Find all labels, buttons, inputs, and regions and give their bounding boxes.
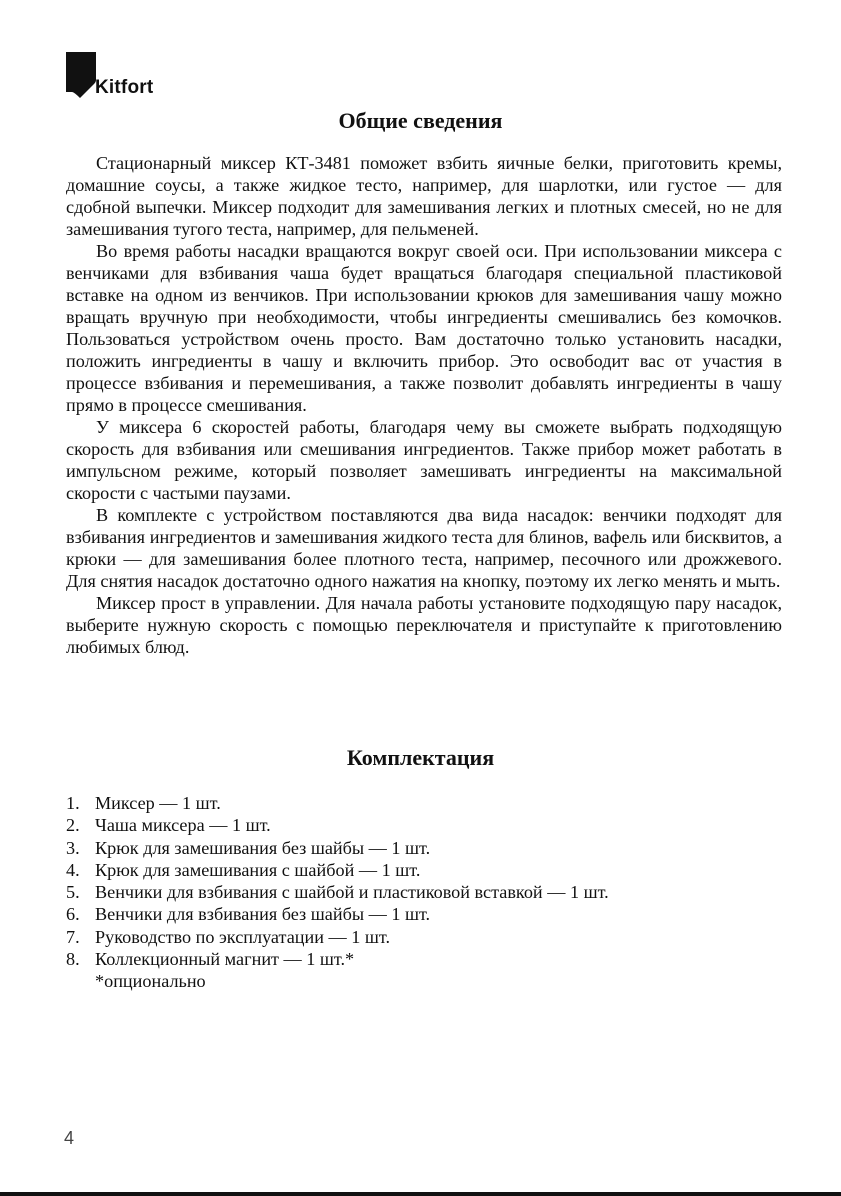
list-item-text: Миксер — 1 шт. xyxy=(95,793,221,813)
list-item-number: 5. xyxy=(66,882,80,903)
list-item-text: Крюк для замешивания без шайбы — 1 шт. xyxy=(95,837,431,858)
list-item-number: 2. xyxy=(66,815,80,836)
kitfort-logo-mark-icon xyxy=(66,52,96,98)
list-item-text: Венчики для взбивания без шайбы — 1 шт. xyxy=(95,904,431,925)
list-item-text: Коллекционный магнит — 1 шт.* xyxy=(95,949,355,970)
list-item-number: 1. xyxy=(66,793,80,813)
paragraph-2: Во время работы насадки вращаются вокруг своей оси. При использовании миксера с венчиками для взбивания чаша будет вращаться благодаря специальной пластиковой вставке на одном из венчиков. При использовании крюков для замешивания чашу можно вращать вручную при необходимости, чтобы ингредиенты смешивались без комочков. Пользоваться устройством очень просто. Вам достаточно только установить насадки, положить ингредиенты в чашу и включить прибор. Это освободит вас от участия в процессе взбивания и перемешивания, а также позволит добавлять ингредиенты в чашу прямо в процессе смешивания. xyxy=(66,241,782,415)
brand-name: Kitfort xyxy=(95,77,154,98)
page-number: 4 xyxy=(64,1128,75,1148)
list-item-number: 7. xyxy=(66,926,80,947)
list-item xyxy=(66,881,782,903)
paragraph-4: В комплекте с устройством поставляются два вида насадок: венчики подходят для взбивания ингредиентов и замешивания жидкого теста для блинов, вафель или бисквитов, а крюки — для замешивания более плотного теста, например, песочного или дрожжевого. Для снятия насадок достаточно одного нажатия на кнопку, поэтому их легко менять и мыть. xyxy=(66,505,782,591)
list-item xyxy=(66,859,782,881)
brand-logo xyxy=(66,50,176,100)
list-item-number: 3. xyxy=(66,837,80,858)
paragraph-5: Миксер прост в управлении. Для начала работы установите подходящую пару насадок, выберите нужную скорость с помощью переключателя и приступайте к приготовлению любимых блюд. xyxy=(66,593,782,657)
paragraph-3: У миксера 6 скоростей работы, благодаря чему вы сможете выбрать подходящую скорость для взбивания или смешивания ингредиентов. Также прибор может работать в импульсном режиме, который позволяет замешивать ингредиенты на максимальной скорости с частыми паузами. xyxy=(66,417,782,503)
list-item xyxy=(66,837,782,859)
list-item xyxy=(66,903,782,925)
list-item-number: 8. xyxy=(66,949,80,970)
list-item-text: Чаша миксера — 1 шт. xyxy=(95,815,271,836)
list-item-text: Венчики для взбивания с шайбой и пластиковой вставкой — 1 шт. xyxy=(95,882,609,903)
list-item xyxy=(66,814,782,836)
list-item-number: 6. xyxy=(66,904,80,925)
section-title-kit: Комплектация xyxy=(346,745,495,770)
list-item-text: Руководство по эксплуатации — 1 шт. xyxy=(95,926,391,947)
kit-list xyxy=(66,792,782,970)
general-info-text xyxy=(66,152,782,658)
list-item xyxy=(66,792,782,814)
list-item xyxy=(66,948,782,970)
list-item xyxy=(66,926,782,948)
paragraph-1: Стационарный миксер КТ-3481 поможет взбить яичные белки, приготовить кремы, домашние соусы, а также жидкое тесто, например, для шарлотки, или густое — для сдобной выпечки. Миксер подходит для замешивания легких и плотных смесей, но не для замешивания тугого теста, например, для пельменей. xyxy=(66,153,782,239)
list-item-number: 4. xyxy=(66,859,80,880)
section-title-general: Общие сведения xyxy=(338,108,503,133)
list-item-text: Крюк для замешивания с шайбой — 1 шт. xyxy=(95,859,421,880)
bottom-divider xyxy=(0,1192,841,1196)
optional-note: *опционально xyxy=(95,971,206,991)
